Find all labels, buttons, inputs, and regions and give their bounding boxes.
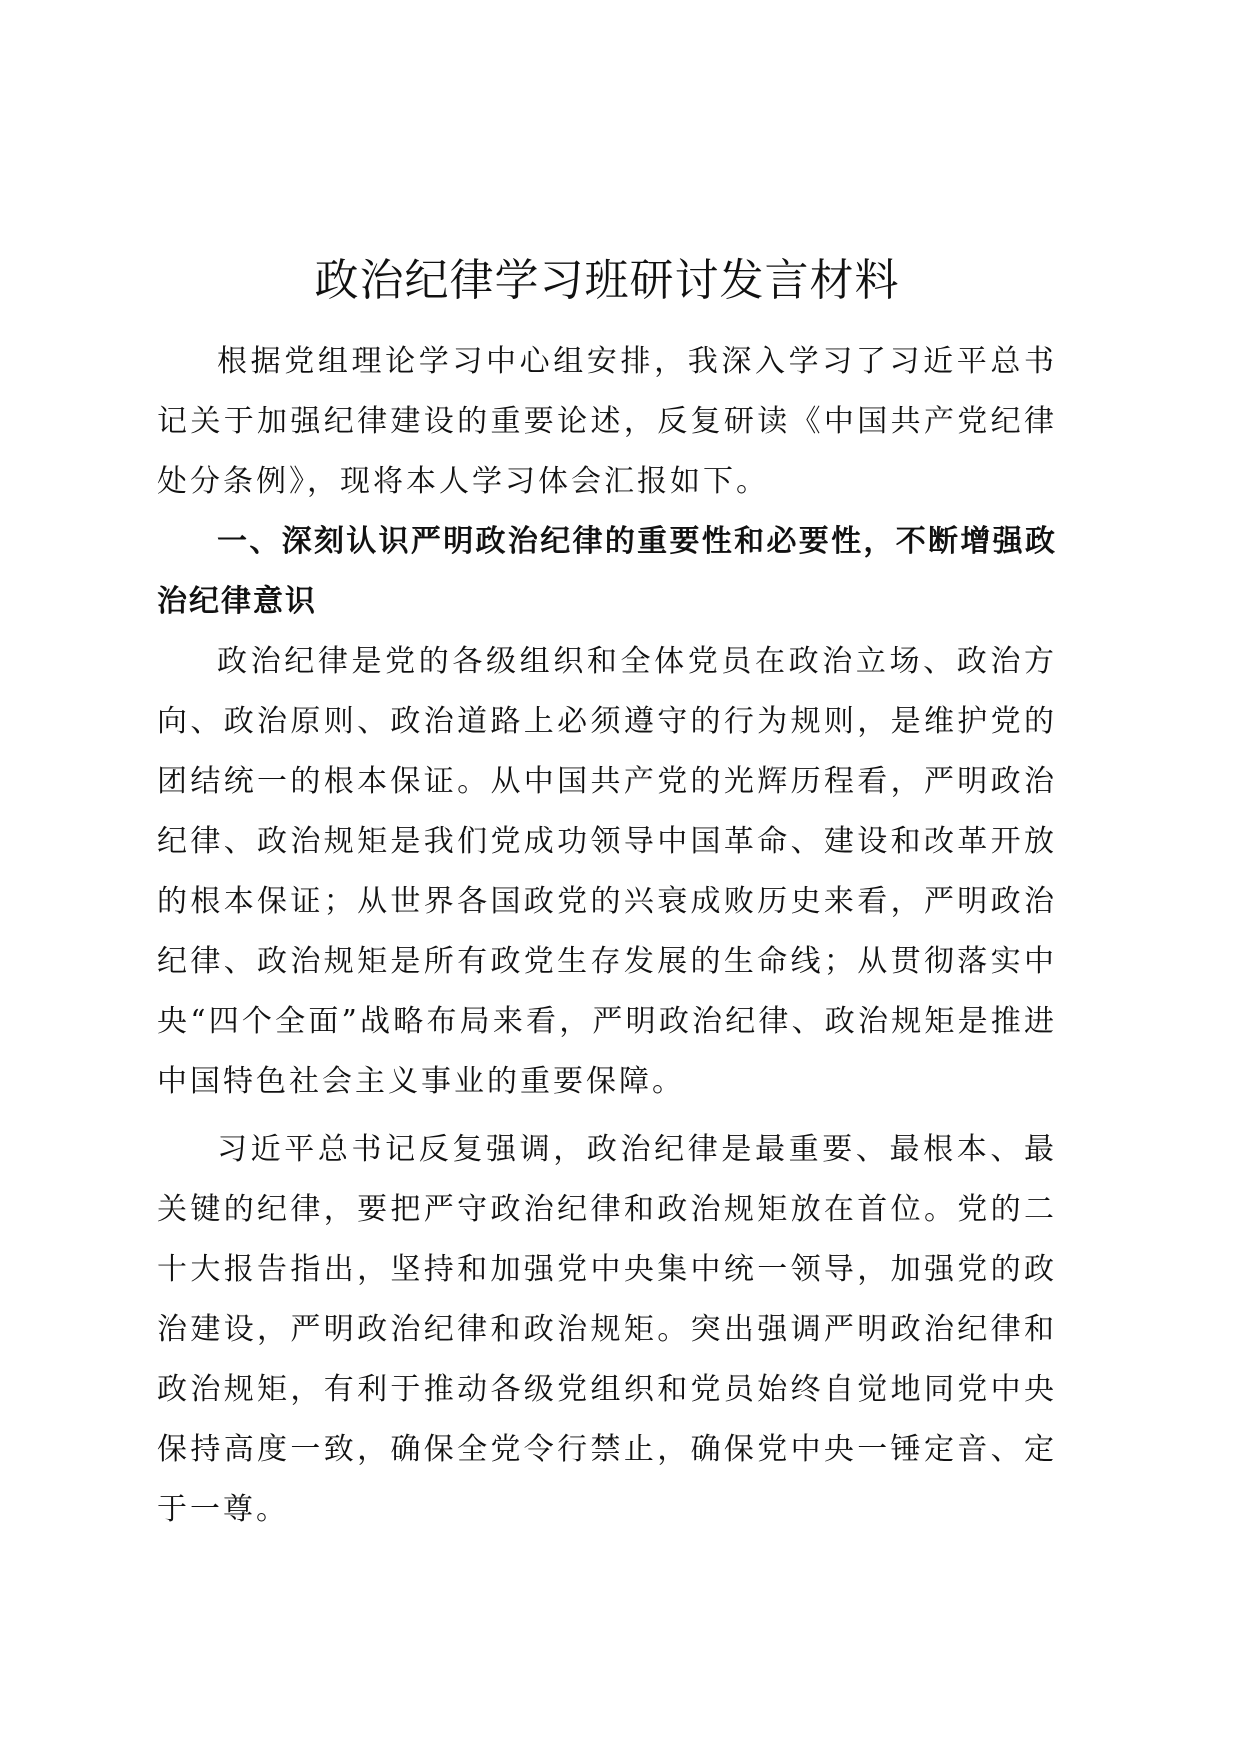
section-heading-1: 一、深刻认识严明政治纪律的重要性和必要性，不断增强政治纪律意识 (157, 524, 1057, 619)
paragraph-spacer (157, 1112, 1057, 1120)
document-body (157, 252, 1057, 1540)
body-paragraph-2: 习近平总书记反复强调，政治纪律是最重要、最根本、最关键的纪律，要把严守政治纪律和政治规矩放在首位。党的二十大报告指出，坚持和加强党中央集中统一领导，加强党的政治建设，严明政治纪律和政治规矩。突出强调严明政治纪律和政治规矩，有利于推动各级党组织和党员始终自觉地同党中央保持高度一致，确保全党令行禁止，确保党中央一锤定音、定于一尊。 (157, 1132, 1057, 1527)
intro-paragraph: 根据党组理论学习中心组安排，我深入学习了习近平总书记关于加强纪律建设的重要论述，反复研读《中国共产党纪律处分条例》，现将本人学习体会汇报如下。 (157, 344, 1057, 499)
document-title: 政治纪律学习班研讨发言材料 (314, 255, 900, 306)
body-paragraph-1: 政治纪律是党的各级组织和全体党员在政治立场、政治方向、政治原则、政治道路上必须遵守的行为规则，是维护党的团结统一的根本保证。从中国共产党的光辉历程看，严明政治纪律、政治规矩是我们党成功领导中国革命、建设和改革开放的根本保证；从世界各国政党的兴衰成败历史来看，严明政治纪律、政治规矩是所有政党生存发展的生命线；从贯彻落实中央“四个全面”战略布局来看，严明政治纪律、政治规矩是推进中国特色社会主义事业的重要保障。 (157, 644, 1057, 1099)
